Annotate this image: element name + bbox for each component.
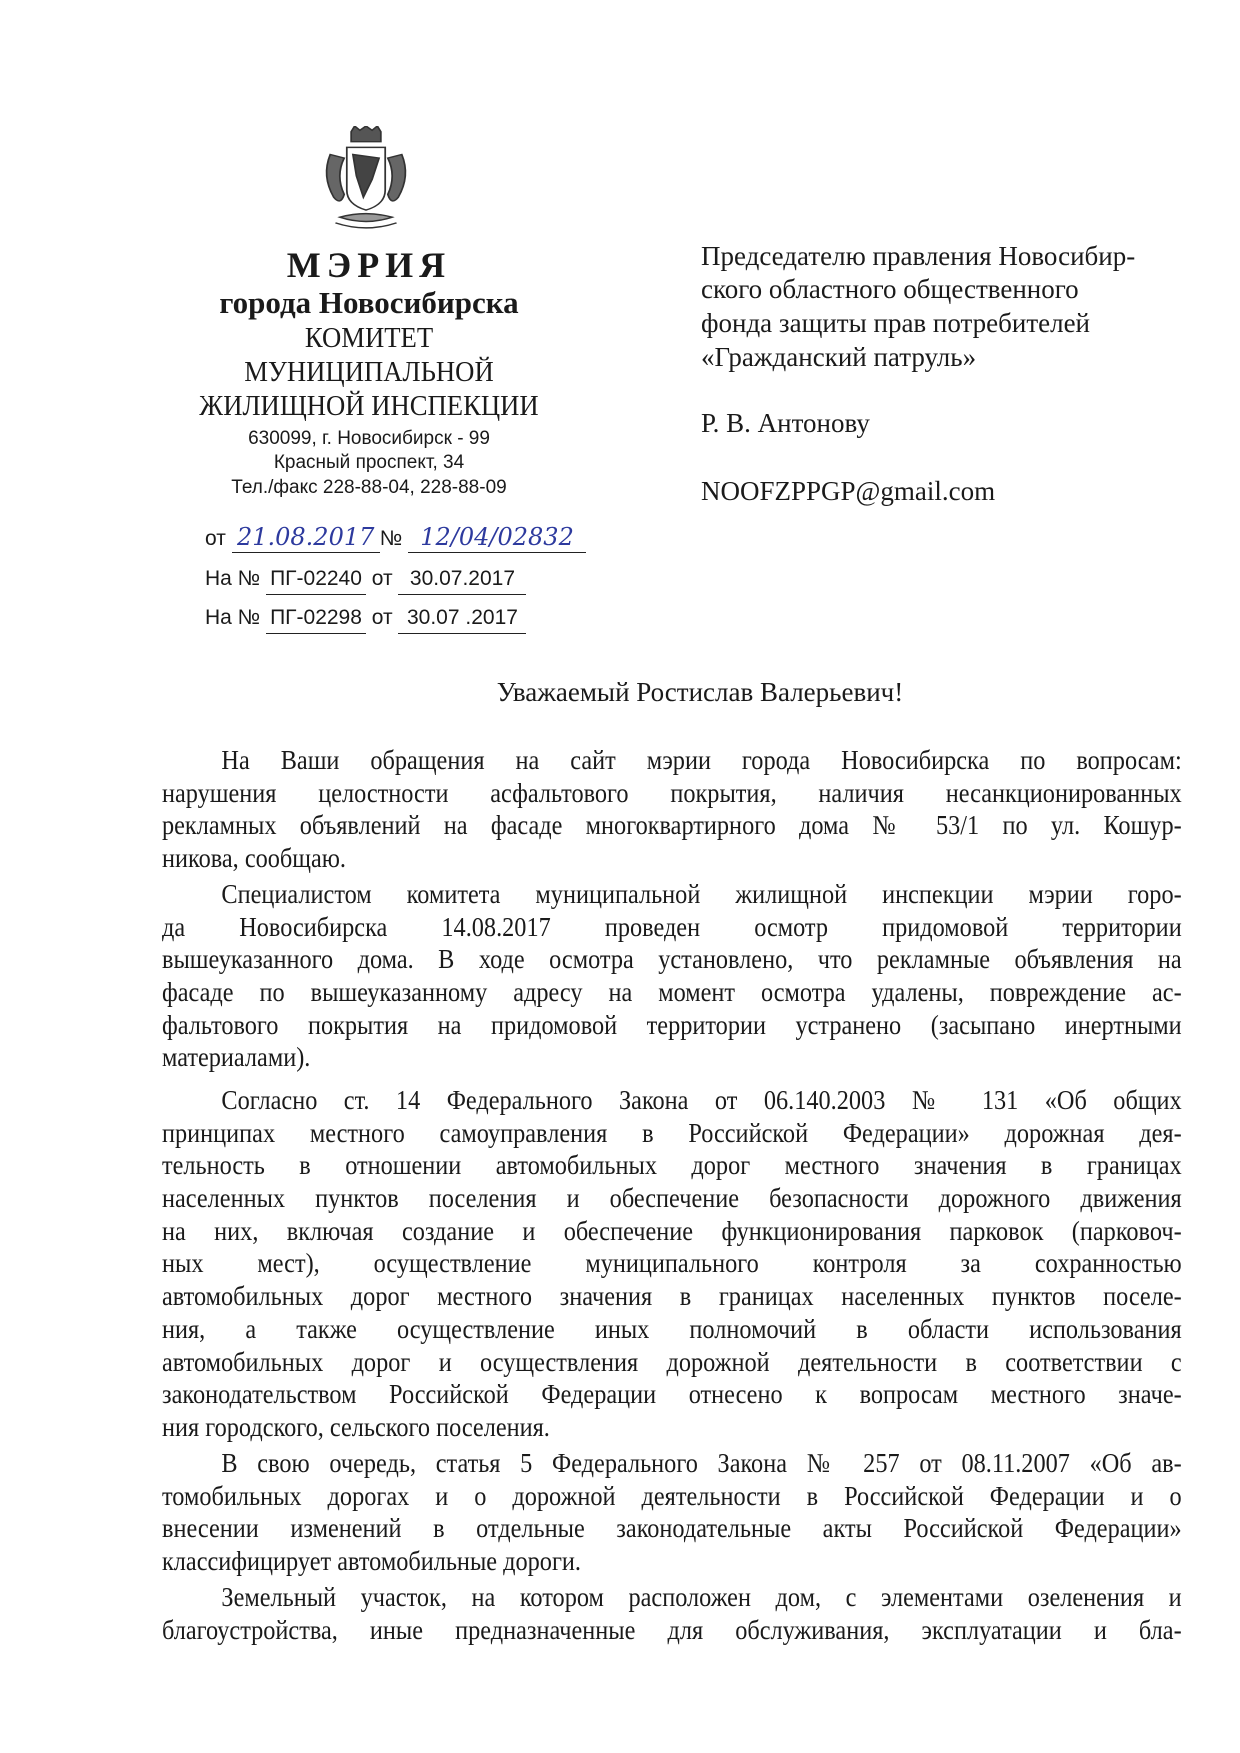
text-line: нарушения целостности асфальтового покрытия, наличия несанкционированных	[162, 777, 1182, 808]
paragraph	[162, 1581, 1182, 1646]
text-line: автомобильных дорог местного значения в границах населенных пунктов поселе-	[162, 1281, 1182, 1312]
outgoing-number: 12/04/02832	[408, 522, 586, 553]
reference-from-label: от	[371, 606, 393, 629]
number-label: №	[379, 527, 403, 550]
reference-date: 30.07.2017	[398, 564, 526, 595]
text-line: классифицирует автомобильные дороги.	[162, 1546, 581, 1577]
reference-number: ПГ-02298	[266, 603, 366, 634]
text-line: тельность в отношении автомобильных дорог местного значения в границах	[162, 1150, 1182, 1181]
text-line: томобильных дорогах и о дорожной деятельности в Российской Федерации и о	[162, 1480, 1182, 1511]
reference-label: На №	[205, 567, 261, 590]
addressee-line: Председателю правления Новосибир-	[701, 241, 1136, 271]
text-line: на них, включая создание и обеспечение функционирования парковок (парковоч-	[162, 1215, 1182, 1246]
text-line: вышеуказанного дома. В ходе осмотра установлено, что рекламные объявления на	[162, 944, 1182, 975]
text-line: Специалистом комитета муниципальной жилищной инспекции мэрии горо-	[221, 879, 1182, 909]
text-line: Согласно ст. 14 Федерального Закона от 06.140.2003 № 131 «Об общих	[221, 1085, 1182, 1115]
letterhead-city: города Новосибирска	[219, 285, 519, 320]
text-line: автомобильных дорог и осуществления дорожной деятельности в соответствии с	[162, 1346, 1182, 1377]
letterhead-title: МЭРИЯ	[286, 245, 452, 285]
text-line: да Новосибирска 14.08.2017 проведен осмотр придомовой территории	[162, 911, 1182, 942]
reference-date: 30.07 .2017	[398, 603, 526, 634]
text-line: материалами).	[162, 1042, 311, 1073]
text-line: фасаде по вышеуказанному адресу на момент осмотра удалены, повреждение ас-	[162, 977, 1182, 1008]
reference-label: На №	[205, 606, 261, 629]
address-line: 630099, г. Новосибирск - 99	[248, 428, 490, 449]
addressee-line: ского областного общественного	[701, 274, 1079, 304]
greeting: Уважаемый Ростислав Валерьевич!	[496, 677, 904, 707]
text-line: ния, а также осуществление иных полномочий в области использования	[162, 1313, 1182, 1344]
text-line: внесении изменений в отдельные законодательные акты Российской Федерации»	[162, 1513, 1182, 1544]
text-line: фальтового покрытия на придомовой территории устранено (засыпано инертными	[162, 1009, 1182, 1040]
address-line: Красный проспект, 34	[273, 452, 465, 473]
text-line: рекламных объявлений на фасаде многоквартирного дома № 53/1 по ул. Кошур-	[162, 810, 1182, 841]
text-line: законодательством Российской Федерации отнесено к вопросам местного значе-	[162, 1379, 1182, 1410]
text-line: ния городского, сельского поселения.	[162, 1411, 550, 1442]
coat-of-arms-icon	[318, 126, 414, 240]
outgoing-ref	[205, 522, 586, 554]
text-line: В свою очередь, статья 5 Федерального Закона № 257 от 08.11.2007 «Об ав-	[221, 1448, 1182, 1478]
text-line: благоустройства, иные предназначенные для обслуживания, эксплуатации и бла-	[162, 1614, 1182, 1645]
reference-line	[205, 603, 526, 634]
addressee-line: «Гражданский патруль»	[701, 342, 977, 372]
text-line: населенных пунктов поселения и обеспечение безопасности дорожного движения	[162, 1183, 1182, 1214]
text-line: На Ваши обращения на сайт мэрии города Новосибирска по вопросам:	[221, 745, 1182, 775]
addressee-line: фонда защиты прав потребителей	[701, 308, 1091, 338]
from-label: от	[205, 527, 226, 550]
paragraph	[162, 878, 1182, 1074]
text-line: принципах местного самоуправления в Российской Федерации» дорожная дея-	[162, 1117, 1182, 1148]
reference-line	[205, 564, 526, 595]
org-line: КОМИТЕТ	[304, 322, 434, 354]
org-line: МУНИЦИПАЛЬНОЙ	[244, 356, 494, 388]
paragraph	[162, 1084, 1182, 1444]
reference-from-label: от	[371, 567, 393, 590]
addressee-name: Р. В. Антонову	[701, 408, 870, 438]
addressee-email[interactable]: NOOFZPPGP@gmail.com	[701, 476, 996, 506]
paragraph	[162, 1447, 1182, 1578]
address-line: Тел./факс 228-88-04, 228-88-09	[231, 477, 507, 498]
paragraph	[162, 744, 1182, 875]
outgoing-date: 21.08.2017	[232, 522, 380, 553]
text-line: ных мест), осуществление муниципального контроля за сохранностью	[162, 1248, 1182, 1279]
org-line: ЖИЛИЩНОЙ ИНСПЕКЦИИ	[199, 390, 539, 422]
text-line: Земельный участок, на котором расположен дом, с элементами озеленения и	[221, 1582, 1182, 1612]
reference-number: ПГ-02240	[266, 564, 366, 595]
text-line: никова, сообщаю.	[162, 843, 347, 874]
